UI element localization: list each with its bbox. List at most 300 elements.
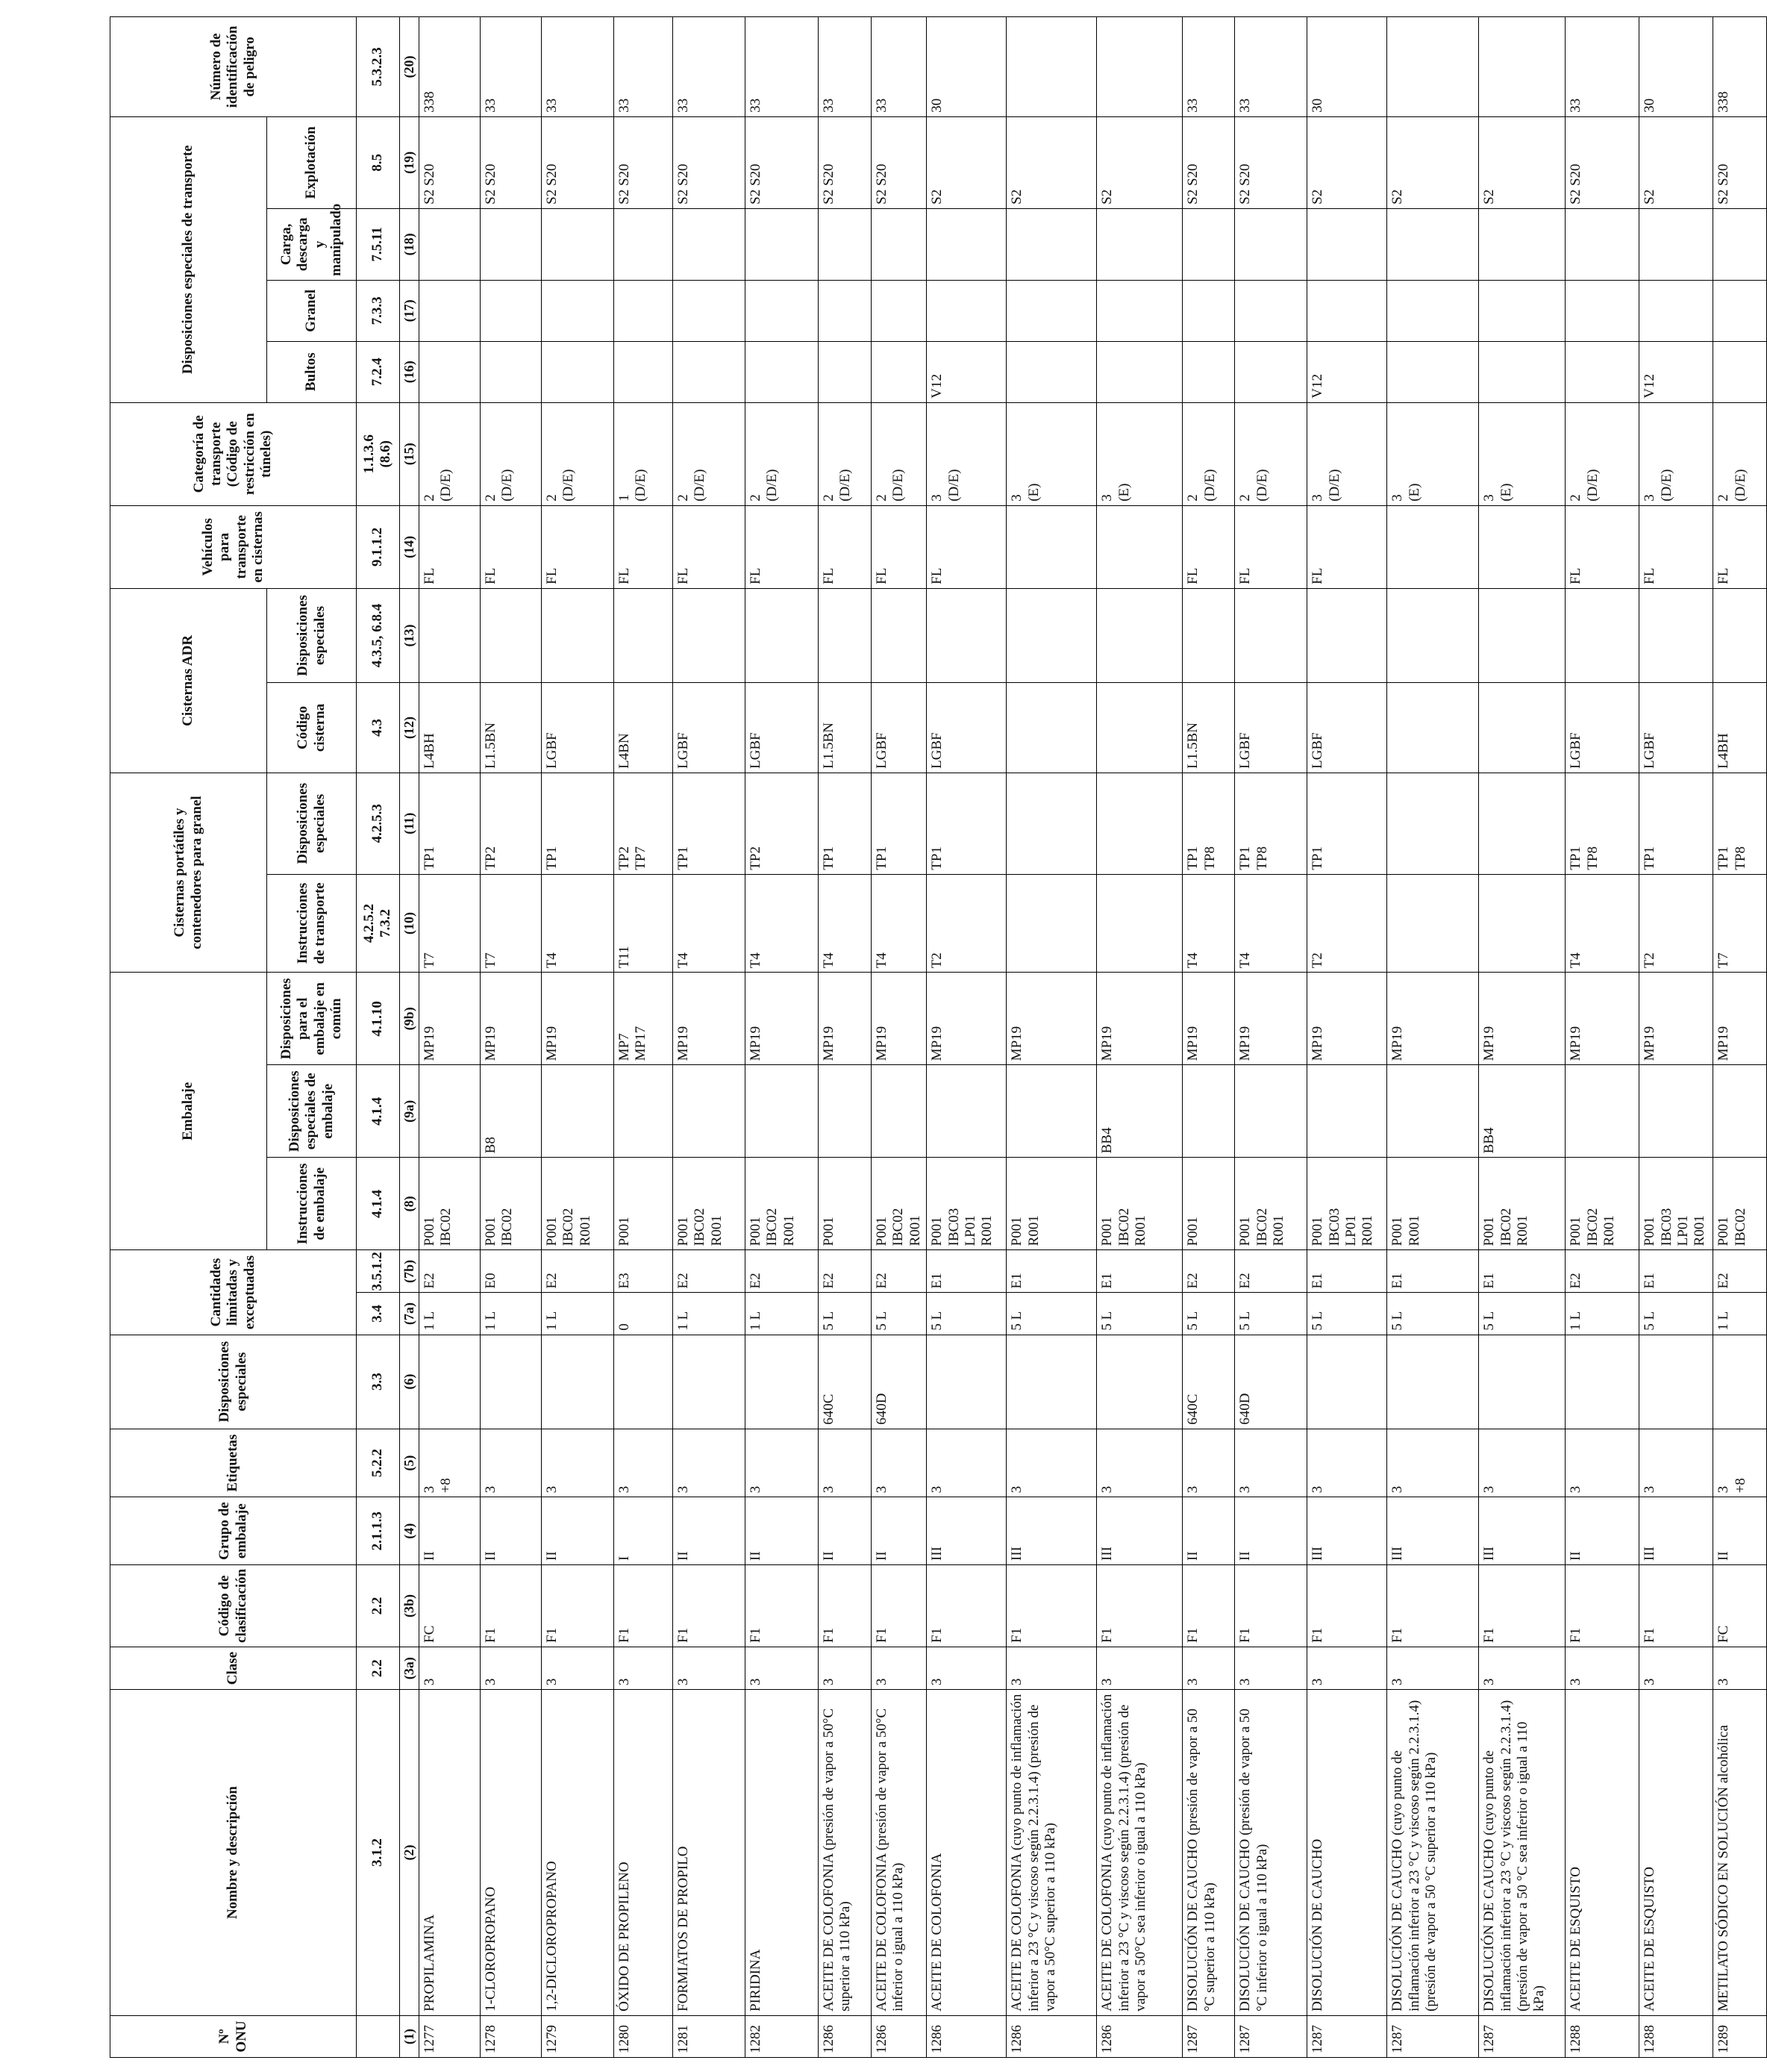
table-body — [419, 17, 1767, 2058]
table-cell: MP19 — [1007, 973, 1097, 1065]
table-cell — [1479, 341, 1566, 402]
table-cell — [481, 280, 542, 341]
table-row — [1183, 17, 1235, 2058]
table-cell — [1713, 588, 1767, 682]
table-cell — [673, 341, 745, 402]
name-cell: DISOLUCIÓN DE CAUCHO (presión de vapor a 50 °C inferior o igual a 110 kPa) — [1235, 1690, 1307, 2016]
table-cell: 3 — [819, 1647, 872, 1689]
table-cell — [614, 1065, 673, 1158]
table-cell: S2 — [1097, 116, 1183, 208]
table-header — [110, 17, 419, 2058]
table-cell: III — [1097, 1497, 1183, 1565]
table-cell — [1387, 773, 1479, 874]
dangerous-goods-table — [110, 16, 1767, 2058]
table-cell: E2 — [542, 1250, 614, 1293]
table-cell: 2 (D/E) — [419, 402, 481, 505]
table-cell: F1 — [1566, 1564, 1639, 1647]
table-cell: 5 L — [819, 1293, 872, 1335]
table-cell: 33 — [1566, 17, 1639, 117]
name-cell: ACEITE DE COLOFONIA (cuyo punto de inflamación inferior a 23 °C y viscoso según 2.2.3.1.4) (presión de vapor a 50°C superior a 110 kPa) — [1007, 1690, 1097, 2016]
table-cell: P001 IBC02 R001 — [542, 1158, 614, 1250]
table-cell: S2 S20 — [1566, 116, 1639, 208]
table-cell — [1387, 1335, 1479, 1429]
table-row — [1007, 17, 1097, 2058]
table-cell — [1007, 588, 1097, 682]
table-cell: P001 IBC02 — [419, 1158, 481, 1250]
table-cell — [1566, 280, 1639, 341]
table-cell — [1479, 17, 1566, 117]
table-cell: II — [542, 1497, 614, 1565]
table-cell: S2 — [1307, 116, 1387, 208]
table-cell: P001 IBC02 — [481, 1158, 542, 1250]
name-cell: ACEITE DE COLOFONIA — [927, 1690, 1007, 2016]
table-cell: P001 IBC03 LP01 R001 — [1639, 1158, 1713, 1250]
un-number-cell: 1288 — [1639, 2015, 1713, 2057]
table-cell: F1 — [481, 1564, 542, 1647]
table-cell: 2 (D/E) — [872, 402, 927, 505]
table-cell — [1387, 683, 1479, 773]
table-cell: T4 — [745, 874, 819, 973]
table-cell: 3 — [1713, 1647, 1767, 1689]
table-cell — [481, 208, 542, 280]
table-cell: 3 — [745, 1429, 819, 1497]
table-cell — [745, 1335, 819, 1429]
table-cell — [1183, 1065, 1235, 1158]
table-cell: 640C — [819, 1335, 872, 1429]
table-cell — [1007, 683, 1097, 773]
column-number-cell: (7b) — [399, 1250, 419, 1293]
table-cell: FL — [419, 505, 481, 588]
column-number-cell: (1) — [399, 2015, 419, 2057]
table-cell — [1479, 208, 1566, 280]
table-cell: V12 — [927, 341, 1007, 402]
table-cell: 1 L — [542, 1293, 614, 1335]
table-cell — [1387, 17, 1479, 117]
header-tank-vehicles: Vehículos para transporte en cisternas — [110, 505, 357, 588]
reference-cell — [357, 2015, 400, 2057]
table-cell: T4 — [673, 874, 745, 973]
table-cell: FL — [1639, 505, 1713, 588]
table-cell: TP1 — [1307, 773, 1387, 874]
table-cell: T7 — [419, 874, 481, 973]
table-cell: 3 — [673, 1429, 745, 1497]
table-cell: T4 — [542, 874, 614, 973]
table-cell: L1.5BN — [1183, 683, 1235, 773]
table-cell — [1479, 773, 1566, 874]
table-cell — [927, 280, 1007, 341]
table-cell: E2 — [872, 1250, 927, 1293]
table-cell: 3 +8 — [419, 1429, 481, 1497]
table-cell: FC — [419, 1564, 481, 1647]
table-cell — [1566, 1065, 1639, 1158]
name-cell: 1-CLOROPROPANO — [481, 1690, 542, 2016]
table-cell: FL — [872, 505, 927, 588]
reference-cell: 7.3.3 — [357, 280, 400, 341]
un-number-cell: 1287 — [1387, 2015, 1479, 2057]
name-cell: DISOLUCIÓN DE CAUCHO — [1307, 1690, 1387, 2016]
table-cell: T4 — [1183, 874, 1235, 973]
table-cell — [1183, 588, 1235, 682]
table-cell — [1566, 1335, 1639, 1429]
table-cell — [1479, 280, 1566, 341]
table-cell: MP19 — [1235, 973, 1307, 1065]
table-cell: 3 +8 — [1713, 1429, 1767, 1497]
table-cell: II — [745, 1497, 819, 1565]
table-row — [673, 17, 745, 2058]
table-cell: P001 IBC02 R001 — [1097, 1158, 1183, 1250]
table-cell: 3 — [1566, 1647, 1639, 1689]
table-cell: P001 IBC02 R001 — [745, 1158, 819, 1250]
table-cell — [1307, 208, 1387, 280]
table-cell: E2 — [1566, 1250, 1639, 1293]
table-cell: F1 — [1639, 1564, 1713, 1647]
table-cell — [1307, 588, 1387, 682]
table-cell: E1 — [927, 1250, 1007, 1293]
table-cell: 3 (E) — [1479, 402, 1566, 505]
table-cell: 3 (E) — [1097, 402, 1183, 505]
table-cell: T2 — [927, 874, 1007, 973]
table-cell: 640C — [1183, 1335, 1235, 1429]
table-cell: 3 — [819, 1429, 872, 1497]
table-cell — [819, 280, 872, 341]
table-cell — [1479, 683, 1566, 773]
table-cell: LGBF — [745, 683, 819, 773]
table-cell — [1097, 1335, 1183, 1429]
un-number-cell: 1287 — [1183, 2015, 1235, 2057]
column-number-cell: (5) — [399, 1429, 419, 1497]
table-cell: III — [1479, 1497, 1566, 1565]
table-cell: E1 — [1307, 1250, 1387, 1293]
table-row — [745, 17, 819, 2058]
table-cell: MP19 — [872, 973, 927, 1065]
table-cell: 3 — [1307, 1647, 1387, 1689]
table-cell: 3 — [1097, 1647, 1183, 1689]
table-cell: 33 — [872, 17, 927, 117]
table-cell: E2 — [673, 1250, 745, 1293]
table-cell — [673, 588, 745, 682]
header-tank-special-provisions: Disposiciones especiales — [267, 773, 357, 874]
table-cell: V12 — [1639, 341, 1713, 402]
table-cell: 3 — [1007, 1429, 1097, 1497]
table-cell — [542, 1335, 614, 1429]
table-cell — [673, 208, 745, 280]
table-cell: FL — [745, 505, 819, 588]
table-cell: MP19 — [1566, 973, 1639, 1065]
table-cell: MP19 — [542, 973, 614, 1065]
table-cell: MP19 — [1183, 973, 1235, 1065]
table-cell: 2 (D/E) — [1235, 402, 1307, 505]
reference-cell: 2.2 — [357, 1564, 400, 1647]
name-cell: DISOLUCIÓN DE CAUCHO (cuyo punto de inflamación inferior a 23 °C y viscoso según 2.2.3.1.4) (presión de vapor a 50 °C superior a 110 kPa) — [1387, 1690, 1479, 2016]
table-cell: LGBF — [673, 683, 745, 773]
table-cell: MP19 — [927, 973, 1007, 1065]
table-cell: P001 R001 — [1007, 1158, 1097, 1250]
table-row — [1713, 17, 1767, 2058]
table-row — [1566, 17, 1639, 2058]
table-cell: LGBF — [1307, 683, 1387, 773]
table-cell: T4 — [872, 874, 927, 973]
table-cell — [872, 280, 927, 341]
table-cell — [1097, 683, 1183, 773]
table-cell: II — [1183, 1497, 1235, 1565]
header-packages: Bultos — [267, 341, 357, 402]
header-limited-quantities: Cantidades limitadas y exceptuadas — [110, 1250, 357, 1335]
table-cell: FL — [481, 505, 542, 588]
reference-cell: 3.3 — [357, 1335, 400, 1429]
un-number-cell: 1289 — [1713, 2015, 1767, 2057]
table-cell — [1307, 1065, 1387, 1158]
table-cell — [745, 341, 819, 402]
name-cell: ACEITE DE COLOFONIA (presión de vapor a 50°C superior a 110 kPa) — [819, 1690, 872, 2016]
table-cell: 3 — [927, 1647, 1007, 1689]
table-cell: S2 — [927, 116, 1007, 208]
table-cell — [1097, 17, 1183, 117]
un-number-cell: 1278 — [481, 2015, 542, 2057]
table-cell: V12 — [1307, 341, 1387, 402]
reference-cell: 3.1.2 — [357, 1690, 400, 2016]
reference-cell: 7.5.11 — [357, 208, 400, 280]
table-cell: MP19 — [1387, 973, 1479, 1065]
table-cell: 3 — [1639, 1429, 1713, 1497]
table-cell: 3 — [1235, 1647, 1307, 1689]
table-cell: 0 — [614, 1293, 673, 1335]
table-cell — [1235, 208, 1307, 280]
table-cell — [872, 208, 927, 280]
header-loading-handling: Carga, descarga y manipulado — [267, 208, 357, 280]
table-cell: E1 — [1007, 1250, 1097, 1293]
table-cell: E2 — [819, 1250, 872, 1293]
reference-cell: 1.1.3.6 (8.6) — [357, 402, 400, 505]
table-cell — [1007, 874, 1097, 973]
table-cell — [1235, 280, 1307, 341]
table-cell: MP19 — [1307, 973, 1387, 1065]
table-row — [1097, 17, 1183, 2058]
reference-cell: 7.2.4 — [357, 341, 400, 402]
table-cell — [1097, 208, 1183, 280]
table-cell — [614, 588, 673, 682]
table-cell: T7 — [1713, 874, 1767, 973]
table-cell: S2 S20 — [542, 116, 614, 208]
table-cell: FL — [1307, 505, 1387, 588]
table-cell — [1387, 280, 1479, 341]
table-cell — [1007, 773, 1097, 874]
table-cell: T2 — [1639, 874, 1713, 973]
table-cell: 33 — [673, 17, 745, 117]
table-cell — [614, 208, 673, 280]
table-cell: TP1 TP8 — [1235, 773, 1307, 874]
table-cell: 3 — [542, 1647, 614, 1689]
reference-cell: 3.4 — [357, 1293, 400, 1335]
table-cell: 3 — [1097, 1429, 1183, 1497]
table-cell: T4 — [819, 874, 872, 973]
un-number-cell: 1287 — [1479, 2015, 1566, 2057]
table-cell: LGBF — [1566, 683, 1639, 773]
table-cell: 3 (D/E) — [1307, 402, 1387, 505]
table-cell: FL — [614, 505, 673, 588]
table-cell: II — [872, 1497, 927, 1565]
table-cell: 3 — [1387, 1647, 1479, 1689]
table-cell — [542, 341, 614, 402]
table-cell: 33 — [745, 17, 819, 117]
table-cell: III — [1007, 1497, 1097, 1565]
table-cell: BB4 — [1479, 1065, 1566, 1158]
table-cell: 3 — [1566, 1429, 1639, 1497]
table-cell — [1479, 1335, 1566, 1429]
table-cell: S2 S20 — [481, 116, 542, 208]
column-number-cell: (2) — [399, 1690, 419, 2016]
table-cell: E3 — [614, 1250, 673, 1293]
table-row — [481, 17, 542, 2058]
table-cell — [673, 1335, 745, 1429]
table-cell: L4BH — [419, 683, 481, 773]
table-cell: E1 — [1479, 1250, 1566, 1293]
table-cell: MP19 — [819, 973, 872, 1065]
table-cell: 2 (D/E) — [745, 402, 819, 505]
table-cell — [1566, 341, 1639, 402]
column-number-cell: (3b) — [399, 1564, 419, 1647]
header-packing-special-provisions: Disposiciones especiales de embalaje — [267, 1065, 357, 1158]
table-cell: F1 — [1387, 1564, 1479, 1647]
table-row — [614, 17, 673, 2058]
header-tank-instructions: Instrucciones de transporte — [267, 874, 357, 973]
table-cell: S2 S20 — [1713, 116, 1767, 208]
table-cell: L4BH — [1713, 683, 1767, 773]
table-cell: MP19 — [481, 973, 542, 1065]
table-cell: 338 — [419, 17, 481, 117]
header-labels: Etiquetas — [110, 1429, 357, 1497]
table-cell: T4 — [1235, 874, 1307, 973]
table-cell: P001 — [1183, 1158, 1235, 1250]
table-cell — [1387, 505, 1479, 588]
un-number-cell: 1287 — [1235, 2015, 1307, 2057]
header-mixed-packing: Disposiciones para el embalaje en común — [267, 973, 357, 1065]
reference-cell: 4.3 — [357, 683, 400, 773]
table-cell: P001 IBC02 R001 — [1479, 1158, 1566, 1250]
table-cell: S2 S20 — [745, 116, 819, 208]
un-number-cell: 1280 — [614, 2015, 673, 2057]
table-cell — [927, 1065, 1007, 1158]
table-cell: S2 S20 — [1183, 116, 1235, 208]
table-cell: 5 L — [927, 1293, 1007, 1335]
table-cell — [1007, 208, 1097, 280]
name-cell: PROPILAMINA — [419, 1690, 481, 2016]
header-special-transport-provisions: Disposiciones especiales de transporte — [110, 116, 267, 402]
table-cell: II — [419, 1497, 481, 1565]
un-number-cell: 1281 — [673, 2015, 745, 2057]
column-number-cell: (7a) — [399, 1293, 419, 1335]
table-cell — [1713, 280, 1767, 341]
table-cell: S2 S20 — [614, 116, 673, 208]
table-cell — [1007, 1065, 1097, 1158]
table-cell: E1 — [1639, 1250, 1713, 1293]
table-cell: MP19 — [419, 973, 481, 1065]
table-cell — [481, 588, 542, 682]
table-cell: FL — [542, 505, 614, 588]
table-cell: III — [1639, 1497, 1713, 1565]
table-cell — [1235, 1065, 1307, 1158]
header-bulk: Granel — [267, 280, 357, 341]
table-cell — [1007, 280, 1097, 341]
table-cell: 3 — [1479, 1647, 1566, 1689]
table-cell — [419, 588, 481, 682]
table-cell: MP19 — [1097, 973, 1183, 1065]
un-number-cell: 1287 — [1307, 2015, 1387, 2057]
reference-cell: 4.2.5.2 7.3.2 — [357, 874, 400, 973]
table-cell: 2 (D/E) — [819, 402, 872, 505]
table-cell — [542, 1065, 614, 1158]
table-cell: LGBF — [1235, 683, 1307, 773]
table-cell — [419, 341, 481, 402]
reference-cell: 3.5.1.2 — [357, 1250, 400, 1293]
table-cell: 3 — [1183, 1647, 1235, 1689]
table-cell: S2 — [1479, 116, 1566, 208]
table-cell — [745, 1065, 819, 1158]
table-cell: 3 — [1479, 1429, 1566, 1497]
table-cell: II — [1235, 1497, 1307, 1565]
table-cell — [614, 280, 673, 341]
table-cell: P001 — [614, 1158, 673, 1250]
table-cell: E2 — [419, 1250, 481, 1293]
table-cell: 1 (D/E) — [614, 402, 673, 505]
table-cell: FL — [1566, 505, 1639, 588]
table-cell: I — [614, 1497, 673, 1565]
table-cell: 3 — [745, 1647, 819, 1689]
table-cell: 5 L — [1639, 1293, 1713, 1335]
table-cell — [1387, 1065, 1479, 1158]
table-cell: II — [673, 1497, 745, 1565]
name-cell: 1,2-DICLOROPROPANO — [542, 1690, 614, 2016]
table-cell — [542, 588, 614, 682]
table-cell: FL — [819, 505, 872, 588]
table-cell: F1 — [745, 1564, 819, 1647]
table-cell: P001 IBC02 R001 — [1235, 1158, 1307, 1250]
table-cell — [1479, 588, 1566, 682]
table-cell — [1566, 208, 1639, 280]
name-cell: ACEITE DE ESQUISTO — [1566, 1690, 1639, 2016]
name-cell: FORMIATOS DE PROPILO — [673, 1690, 745, 2016]
table-cell: II — [481, 1497, 542, 1565]
header-packing-group: Grupo de embalaje — [110, 1497, 357, 1565]
un-number-cell: 1286 — [927, 2015, 1007, 2057]
header-hazard-id-number: Número de identificación de peligro — [110, 17, 357, 117]
table-cell: FL — [1183, 505, 1235, 588]
table-cell: 640D — [1235, 1335, 1307, 1429]
table-cell: S2 — [1007, 116, 1097, 208]
table-cell: 5 L — [1307, 1293, 1387, 1335]
header-un-number: Nº ONU — [110, 2015, 357, 2057]
table-cell: TP1 TP8 — [1713, 773, 1767, 874]
column-number-cell: (16) — [399, 341, 419, 402]
reference-row — [357, 17, 400, 2058]
column-number-cell: (11) — [399, 773, 419, 874]
table-cell: FL — [673, 505, 745, 588]
reference-cell: 8.5 — [357, 116, 400, 208]
table-cell: 2 (D/E) — [1566, 402, 1639, 505]
table-row — [819, 17, 872, 2058]
header-name: Nombre y descripción — [110, 1690, 357, 2016]
un-number-cell: 1286 — [1007, 2015, 1097, 2057]
header-tank-code: Código cisterna — [267, 683, 357, 773]
name-cell: DISOLUCIÓN DE CAUCHO (presión de vapor a 50 °C superior a 110 kPa) — [1183, 1690, 1235, 2016]
table-cell: T2 — [1307, 874, 1387, 973]
table-cell: L1.5BN — [819, 683, 872, 773]
table-cell: 3 — [872, 1647, 927, 1689]
table-cell: 1 L — [419, 1293, 481, 1335]
table-cell: 33 — [481, 17, 542, 117]
column-number-cell: (6) — [399, 1335, 419, 1429]
table-cell — [1235, 588, 1307, 682]
table-cell — [1713, 1065, 1767, 1158]
